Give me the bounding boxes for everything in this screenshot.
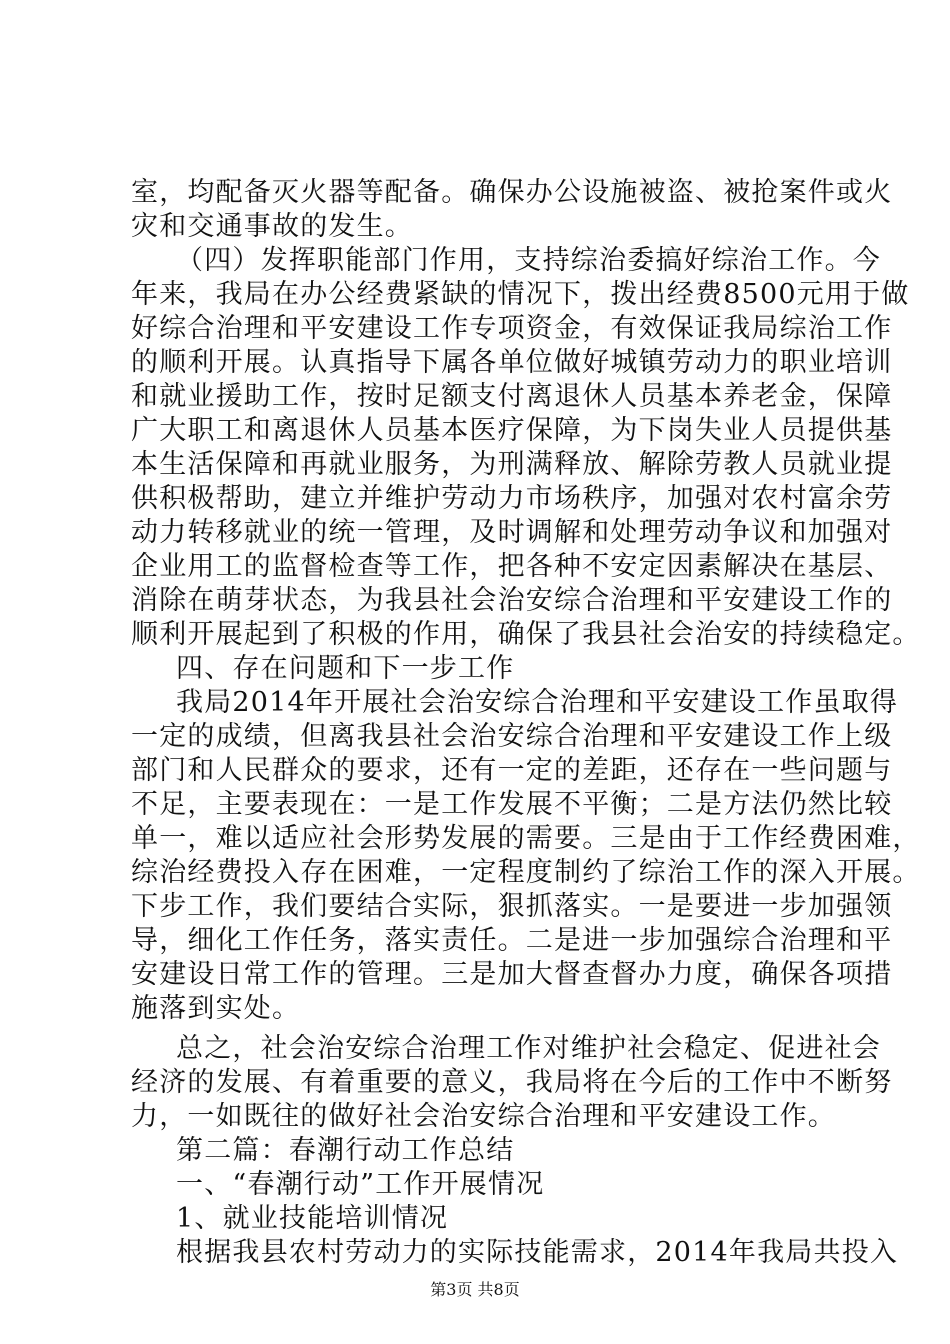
text-line: 消除在萌芽状态，为我县社会治安综合治理和平安建设工作的 — [131, 585, 893, 616]
section-heading: 四、存在问题和下一步工作 — [176, 653, 515, 684]
text-line: 力，一如既往的做好社会治安综合治理和平安建设工作。 — [131, 1101, 836, 1132]
text-line: 灾和交通事故的发生。 — [131, 211, 413, 242]
chapter-heading: 第二篇：春潮行动工作总结 — [176, 1135, 515, 1166]
text-line: 顺利开展起到了积极的作用，确保了我县社会治安的持续稳定。 — [131, 619, 921, 650]
text-line: 本生活保障和再就业服务，为刑满释放、解除劳教人员就业提 — [131, 449, 893, 480]
section-heading: 一、“春潮行动”工作开展情况 — [176, 1169, 545, 1200]
text-line: 单一，难以适应社会形势发展的需要。三是由于工作经费困难， — [131, 823, 921, 854]
text-line: 施落到实处。 — [131, 993, 301, 1024]
text-line: 不足，主要表现在：一是工作发展不平衡；二是方法仍然比较 — [131, 789, 893, 820]
text-line: 根据我县农村劳动力的实际技能需求，2014年我局共投入 — [176, 1237, 899, 1268]
text-line: 好综合治理和平安建设工作专项资金，有效保证我局综治工作 — [131, 313, 893, 344]
text-line: 部门和人民群众的要求，还有一定的差距，还存在一些问题与 — [131, 755, 893, 786]
subsection-heading: 1、就业技能培训情况 — [176, 1203, 449, 1234]
text-line: 综治经费投入存在困难，一定程度制约了综治工作的深入开展。 — [131, 857, 921, 888]
text-line: （四）发挥职能部门作用，支持综治委搞好综治工作。今 — [176, 245, 881, 276]
text-line: 年来，我局在办公经费紧缺的情况下，拨出经费8500元用于做 — [131, 279, 910, 310]
text-line: 的顺利开展。认真指导下属各单位做好城镇劳动力的职业培训 — [131, 347, 893, 378]
text-line: 企业用工的监督检查等工作，把各种不安定因素解决在基层、 — [131, 551, 893, 582]
text-line: 经济的发展、有着重要的意义，我局将在今后的工作中不断努 — [131, 1067, 893, 1098]
text-line: 供积极帮助，建立并维护劳动力市场秩序，加强对农村富余劳 — [131, 483, 893, 514]
text-line: 我局2014年开展社会治安综合治理和平安建设工作虽取得 — [176, 687, 899, 718]
text-line: 安建设日常工作的管理。三是加大督查督办力度，确保各项措 — [131, 959, 893, 990]
page-footer: 第3页 共8页 — [430, 1280, 520, 1299]
text-line: 室，均配备灭火器等配备。确保办公设施被盗、被抢案件或火 — [131, 177, 893, 208]
text-line: 下步工作，我们要结合实际，狠抓落实。一是要进一步加强领 — [131, 891, 893, 922]
text-line: 导，细化工作任务，落实责任。二是进一步加强综合治理和平 — [131, 925, 893, 956]
text-line: 和就业援助工作，按时足额支付离退休人员基本养老金，保障 — [131, 381, 893, 412]
text-line: 总之，社会治安综合治理工作对维护社会稳定、促进社会 — [176, 1033, 881, 1064]
text-line: 广大职工和离退休人员基本医疗保障，为下岗失业人员提供基 — [131, 415, 893, 446]
text-line: 一定的成绩，但离我县社会治安综合治理和平安建设工作上级 — [131, 721, 893, 752]
text-line: 动力转移就业的统一管理，及时调解和处理劳动争议和加强对 — [131, 517, 893, 548]
